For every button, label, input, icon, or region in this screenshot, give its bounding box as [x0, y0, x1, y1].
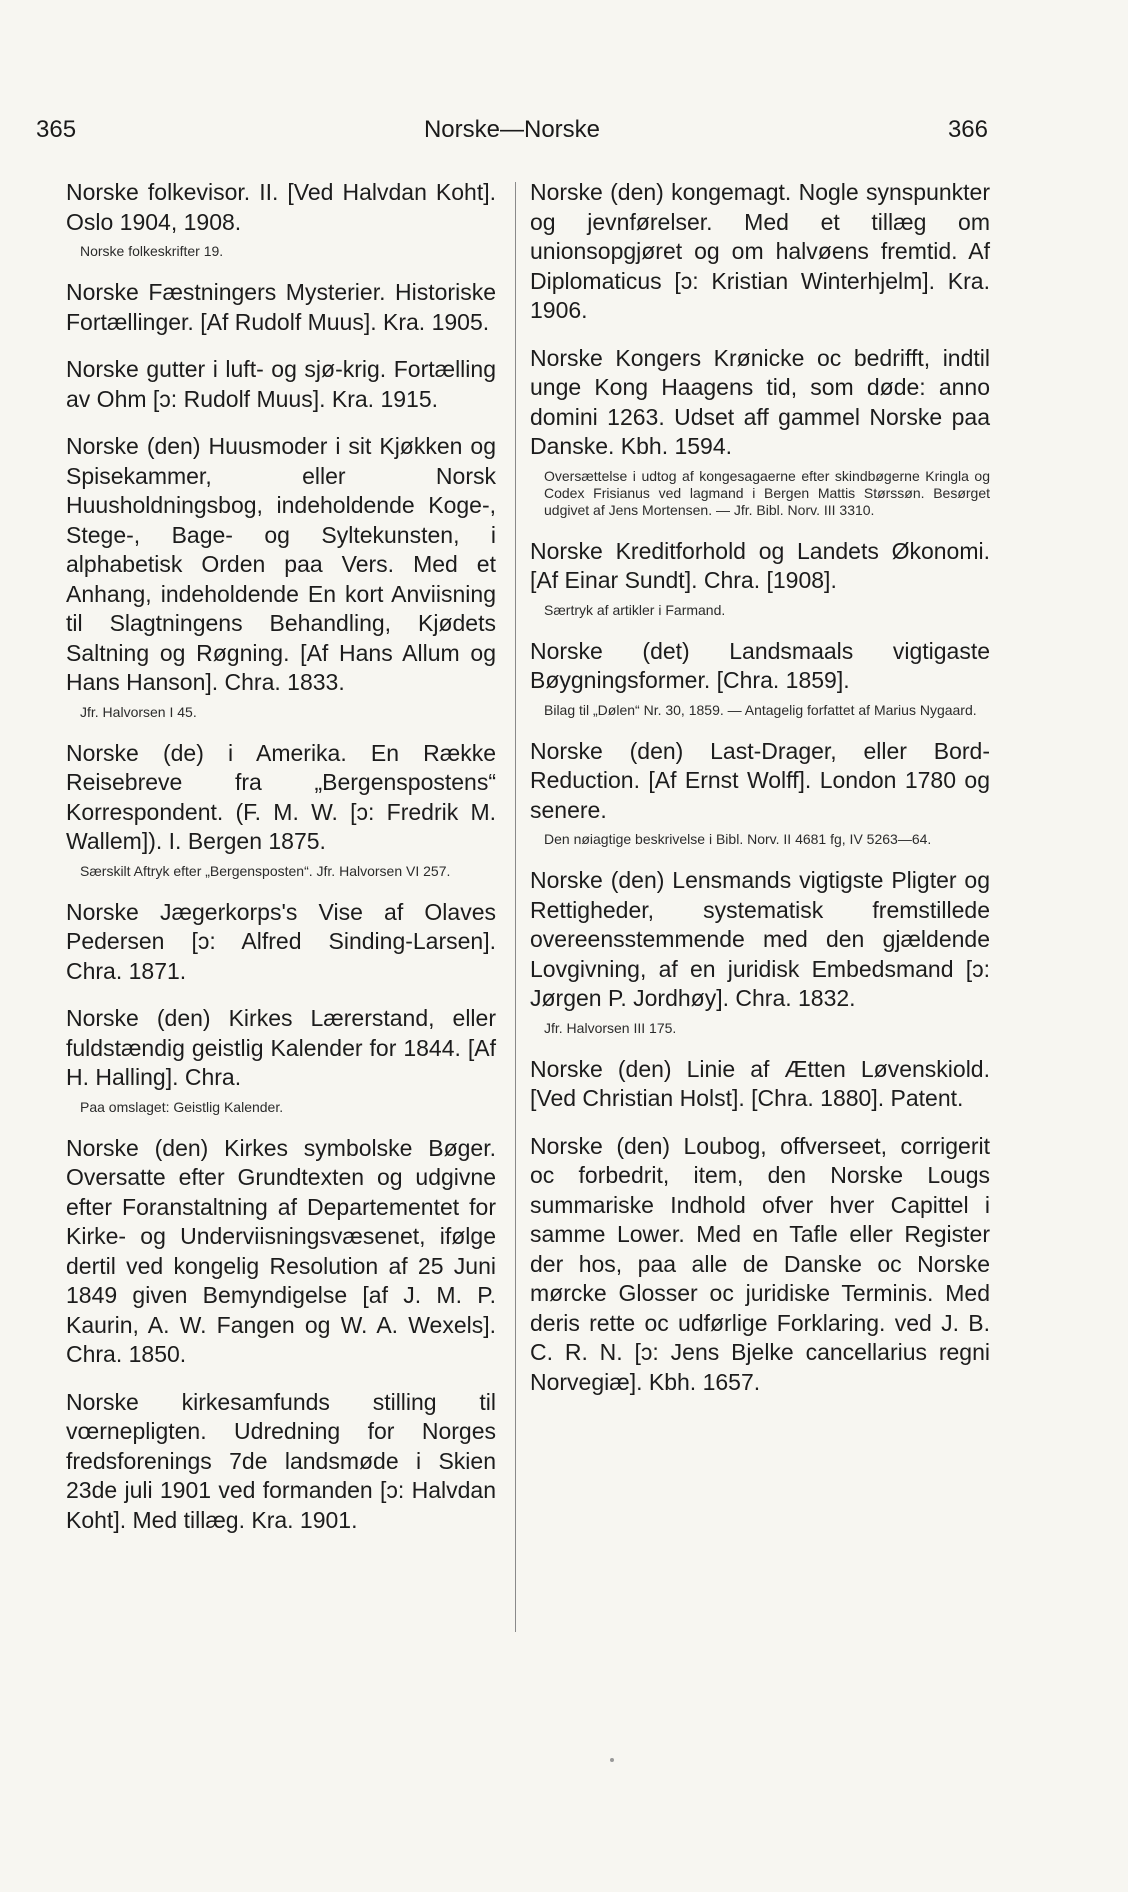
catalog-entry — [530, 1132, 990, 1398]
catalog-entry — [530, 737, 990, 849]
left-column — [66, 178, 496, 1553]
page-number-right: 366 — [947, 116, 988, 143]
entry-note: Bilag til „Dølen“ Nr. 30, 1859. — Antagelig forfattet af Marius Nygaard. — [544, 701, 977, 718]
column-divider — [515, 182, 516, 1632]
entry-text: Norske Fæstningers Mysterier. Historiske Fortællinger. [Af Rudolf Muus]. Kra. 1905. — [66, 279, 496, 335]
entry-note: Jfr. Halvorsen I 45. — [80, 703, 197, 720]
entry-note: Særskilt Aftryk efter „Bergensposten“. Jfr. Halvorsen VI 257. — [80, 862, 451, 879]
catalog-entry — [530, 344, 990, 519]
catalog-entry — [530, 637, 990, 719]
entry-note: Norske folkeskrifter 19. — [80, 243, 224, 259]
page-speck — [610, 1758, 614, 1762]
entry-note: Særtryk af artikler i Farmand. — [544, 601, 726, 618]
catalog-entry — [530, 866, 990, 1037]
right-column — [530, 178, 990, 1415]
entry-text: Norske (den) kongemagt. Nogle synspunkter og jevnførelser. Med et tillæg om unionsopgjøret og om halvøens fremtid. Af Diplomaticus [ɔ: Kristian Winterhjelm]. Kra. 1906. — [530, 179, 990, 323]
entry-text: Norske Kongers Krønicke oc bedrifft, indtil unge Kong Haagens tid, som døde: anno domini 1263. Udset aff gammel Norske paa Danske. Kbh. 1594. — [530, 344, 990, 459]
page-number-left: 365 — [36, 116, 77, 143]
catalog-entry — [66, 739, 496, 880]
entry-note: Den nøiagtige beskrivelse i Bibl. Norv. II 4681 fg, IV 5263—64. — [544, 831, 932, 847]
catalog-entry — [66, 178, 496, 260]
running-header — [36, 116, 988, 156]
entry-note: Paa omslaget: Geistlig Kalender. — [80, 1098, 284, 1115]
entry-text: Norske (den) Lensmands vigtigste Pligter og Rettigheder, systematisk fremstillede overeensstemmende med den gjældende Lovgivning, af en juridisk Embedsmand [ɔ: Jørgen P. Jordhøy]. Chra. 1832. — [530, 867, 990, 1011]
entry-text: Norske (den) Loubog, offverseet, corrigerit oc forbedrit, item, den Norske Lougs summariske Indhold ofver hver Capittel i samme Lower. Med en Tafle eller Register der hos, paa alle de Danske oc Norske mørcke Glosser oc juridiske Terminis. Med deris rette oc udførlige Forklaring. ved J. B. C. R. N. [ɔ: Jens Bjelke cancellarius regni Norvegiæ]. Kbh. 1657. — [530, 1132, 990, 1395]
running-title: Norske—Norske — [423, 116, 601, 143]
entry-text: Norske (den) Kirkes Lærerstand, eller fuldstændig geistlig Kalender for 1844. [Af H. Halling]. Chra. — [66, 1005, 496, 1090]
catalog-entry — [66, 898, 496, 987]
entry-text: Norske (den) Huusmoder i sit Kjøkken og Spisekammer, eller Norsk Huusholdningsbog, indeholdende Koge-, Stege-, Bage- og Syltekunsten, i alphabetisk Orden paa Vers. Med et Anhang, indeholdende En kort Anviisning til Slagtningens Behandling, Kjødets Saltning og Røgning. [Af Hans Allum og Hans Hanson]. Chra. 1833. — [66, 433, 496, 695]
catalog-entry — [66, 278, 496, 337]
catalog-entry — [530, 537, 990, 619]
entry-text: Norske gutter i luft- og sjø-krig. Fortælling av Ohm [ɔ: Rudolf Muus]. Kra. 1915. — [66, 356, 496, 412]
catalog-entry — [66, 1388, 496, 1536]
catalog-entry — [66, 1134, 496, 1370]
entry-text: Norske Jægerkorps's Vise af Olaves Pedersen [ɔ: Alfred Sinding-Larsen]. Chra. 1871. — [66, 898, 496, 984]
entry-note: Oversættelse i udtog af kongesagaerne efter skindbøgerne Kringla og Codex Frisianus ved lagmand i Bergen Mattis Størssøn. Besørget udgivet af Jens Mortensen. — Jfr. Bibl. Norv. III 3310. — [544, 467, 990, 518]
entry-text: Norske folkevisor. II. [Ved Halvdan Koht]. Oslo 1904, 1908. — [66, 179, 496, 235]
catalog-entry — [66, 1004, 496, 1116]
catalog-entry — [66, 432, 496, 721]
entry-text: Norske Kreditforhold og Landets Økonomi. [Af Einar Sundt]. Chra. [1908]. — [530, 537, 990, 593]
catalog-entry — [66, 355, 496, 414]
entry-text: Norske (det) Landsmaals vigtigaste Bøygningsformer. [Chra. 1859]. — [530, 637, 990, 693]
catalog-entry — [530, 178, 990, 326]
entry-text: Norske kirkesamfunds stilling til vœrnepligten. Udredning for Norges fredsforenings 7de landsmøde i Skien 23de juli 1901 ved formanden [ɔ: Halvdan Koht]. Med tillæg. Kra. 1901. — [66, 1388, 496, 1533]
entry-text: Norske (de) i Amerika. En Række Reisebreve fra „Bergenspostens“ Korrespondent. (F. M. W. [ɔ: Fredrik M. Wallem]). I. Bergen 1875. — [66, 739, 496, 854]
entry-note: Jfr. Halvorsen III 175. — [544, 1019, 677, 1036]
entry-text: Norske (den) Linie af Ætten Løvenskiold. [Ved Christian Holst]. [Chra. 1880]. Patent. — [530, 1055, 990, 1111]
entry-text: Norske (den) Kirkes symbolske Bøger. Oversatte efter Grundtexten og udgivne efter Foranstaltning af Departementet for Kirke- og Underviisningsvæsenet, ifølge dertil ved kongelig Resolution af 25 Juni 1849 given Bemyndigelse [af J. M. P. Kaurin, A. W. Fangen og W. A. Wexels]. Chra. 1850. — [66, 1134, 496, 1367]
catalog-entry — [530, 1055, 990, 1114]
entry-text: Norske (den) Last-Drager, eller Bord-Reduction. [Af Ernst Wolff]. London 1780 og senere. — [530, 737, 990, 823]
